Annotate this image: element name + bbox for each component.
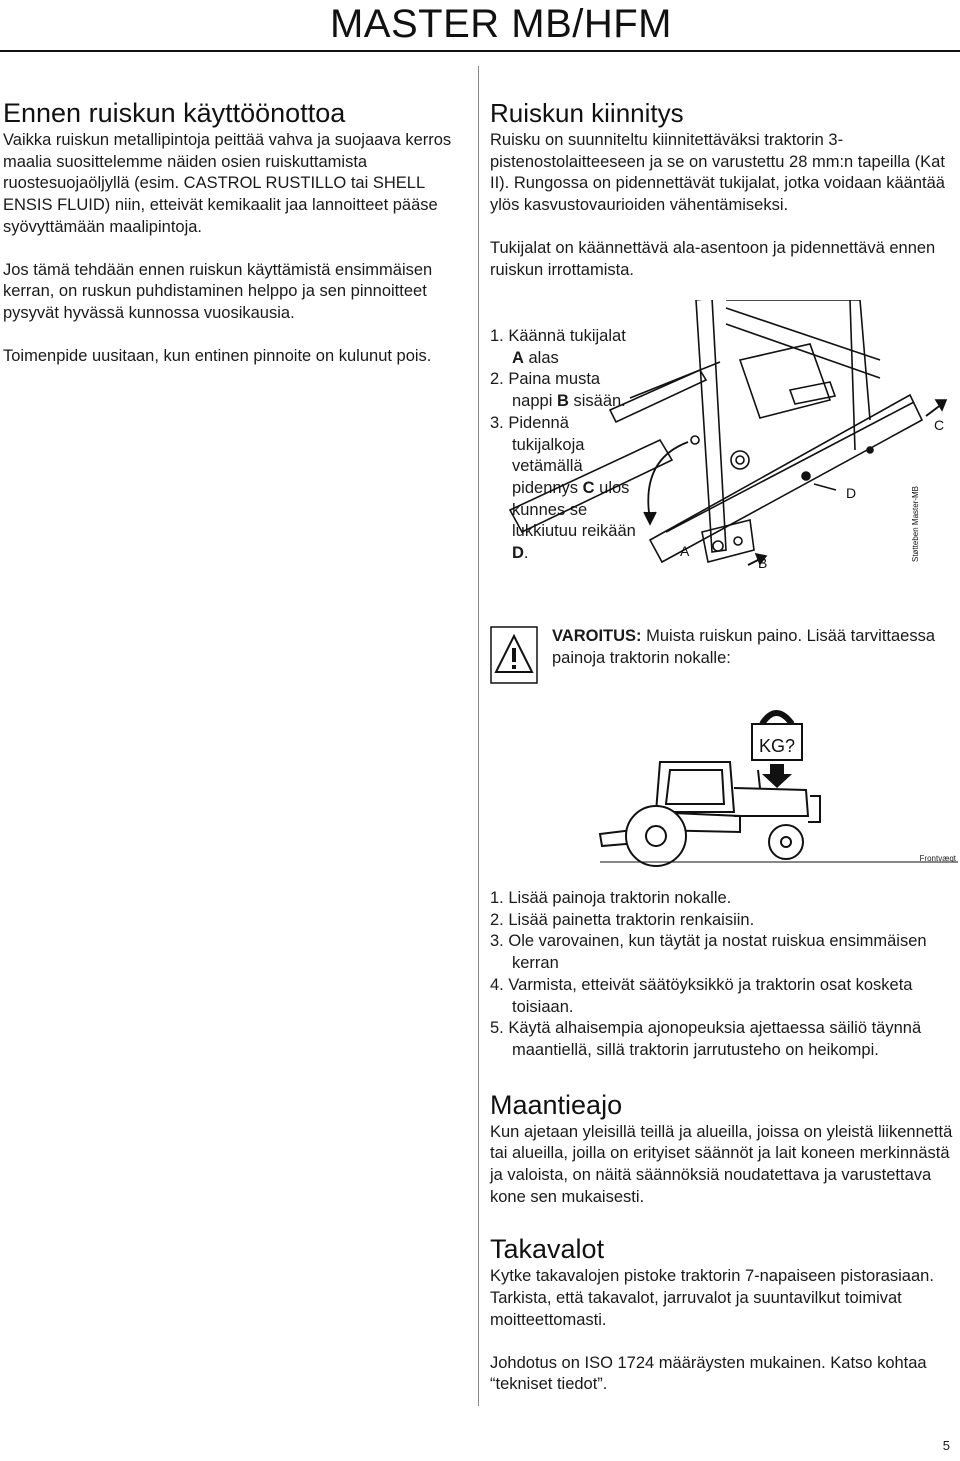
list-item: 1. Käännä tukijalat A alas [490,327,626,367]
section-heading-rear-lights: Takavalot [490,1234,605,1265]
right-column [490,96,958,281]
document-title: MASTER MB/HFM [329,2,672,46]
tractor-drawing [490,700,958,870]
label-b: B [758,555,768,571]
list-item: 3. Ole varovainen, kun täytät ja nostat ruiskua ensimmäisen kerran [490,932,927,973]
label-c: C [934,417,945,433]
section-heading-road: Maantieajo [490,1089,623,1120]
paragraph-repeat: Toimenpide uusitaan, kun entinen pinnoite on kulunut pois. [3,346,432,365]
header-rule [0,50,960,52]
warning-triangle-icon [490,626,538,684]
paragraph-rear-lights: Kytke takavalojen pistoke traktorin 7-napaiseen pistorasiaan. Tarkista, että takavalot, jarruvalot ja suuntavilkut toimivat moitteettomasti. [490,1267,934,1329]
warning-text: VAROITUS: Muista ruiskun paino. Lisää tarvittaessa painoja traktorin nokalle: [552,627,936,667]
section-heading-attachment: Ruiskun kiinnitys [490,98,684,128]
warning-box [490,622,958,684]
paragraph-road: Kun ajetaan yleisillä teillä ja alueilla, joissa on yleistä liikennettä tai alueilla, joilla on erityiset säännöt ja lait koneen merkinnästä ja valoista, on näitä säännöksiä noudatettava ja varustettava kone sen mukaisesti. [490,1122,953,1206]
list-item: 4. Varmista, etteivät säätöyksikkö ja traktorin osat kosketa toisiaan. [490,975,913,1016]
left-column [3,96,465,367]
weight-label: KG? [758,736,796,756]
label-d: D [846,485,857,501]
paragraph-attachment: Ruisku on suunniteltu kiinnitettäväksi traktorin 3-pistenostolaitteeseen ja se on varustettu 28 mm:n tapeilla (Kat II). Rungossa on pidennettävät tukijalat, jotka voidaan kääntää ylös kasvustovaurioiden vähentämiseksi. [490,131,945,215]
list-item: 2. Paina musta nappi B sisään. [490,370,626,411]
paragraph-support-legs: Tukijalat on käännettävä ala-asentoon ja pidennettävä ennen ruiskun irrottamista. [490,238,936,279]
precautions-list [490,888,958,1062]
page-header [0,0,960,52]
tractor-illustration [490,700,958,870]
safety-list [490,888,958,1396]
support-leg-diagram [490,300,960,605]
sprayer-frame-drawing [490,300,960,605]
list-item: 1. Lisää painoja traktorin nokalle. [490,889,732,907]
tractor-caption: Frontvægt [919,854,956,863]
column-divider [478,66,479,1406]
paragraph-rust-protection: Vaikka ruiskun metallipintoja peittää vahva ja suojaava kerros maalia suosittelemme näiden osien ruiskuttamista ruostesuojaöljyllä (esim. CASTROL RUSTILLO tai SHELL ENSIS FLUID) niin, etteivät kemikaalit jaa lannoitteet pääse syövyttämään maalipintoja. [3,131,452,236]
label-a: A [680,543,690,559]
paragraph-wiring: Johdotus on ISO 1724 määräysten mukainen. Katso kohtaa “tekniset tiedot”. [490,1353,927,1394]
paragraph-first-use: Jos tämä tehdään ennen ruiskun käyttämistä ensimmäisen kerran, on ruskun puhdistaminen helppo ja sen pinnoitteet pysyvät hyvässä kunnossa vuosikausia. [3,260,433,322]
list-item: 5. Käytä alhaisempia ajonopeuksia ajettaessa säiliö täynnä maantiellä, sillä traktorin jarrutusteho on heikompi. [490,1019,922,1059]
list-item: 3. Pidennä tukijalkoja vetämällä pidennys C ulos kunnes se lukkiutuu reikään D. [490,413,636,563]
page-number: 5 [942,1438,950,1453]
diagram-side-caption: Støtteben Master-MB [911,485,920,562]
list-item: 2. Lisää painetta traktorin renkaisiin. [490,910,755,929]
section-heading-before-use: Ennen ruiskun käyttöönottoa [3,98,346,128]
